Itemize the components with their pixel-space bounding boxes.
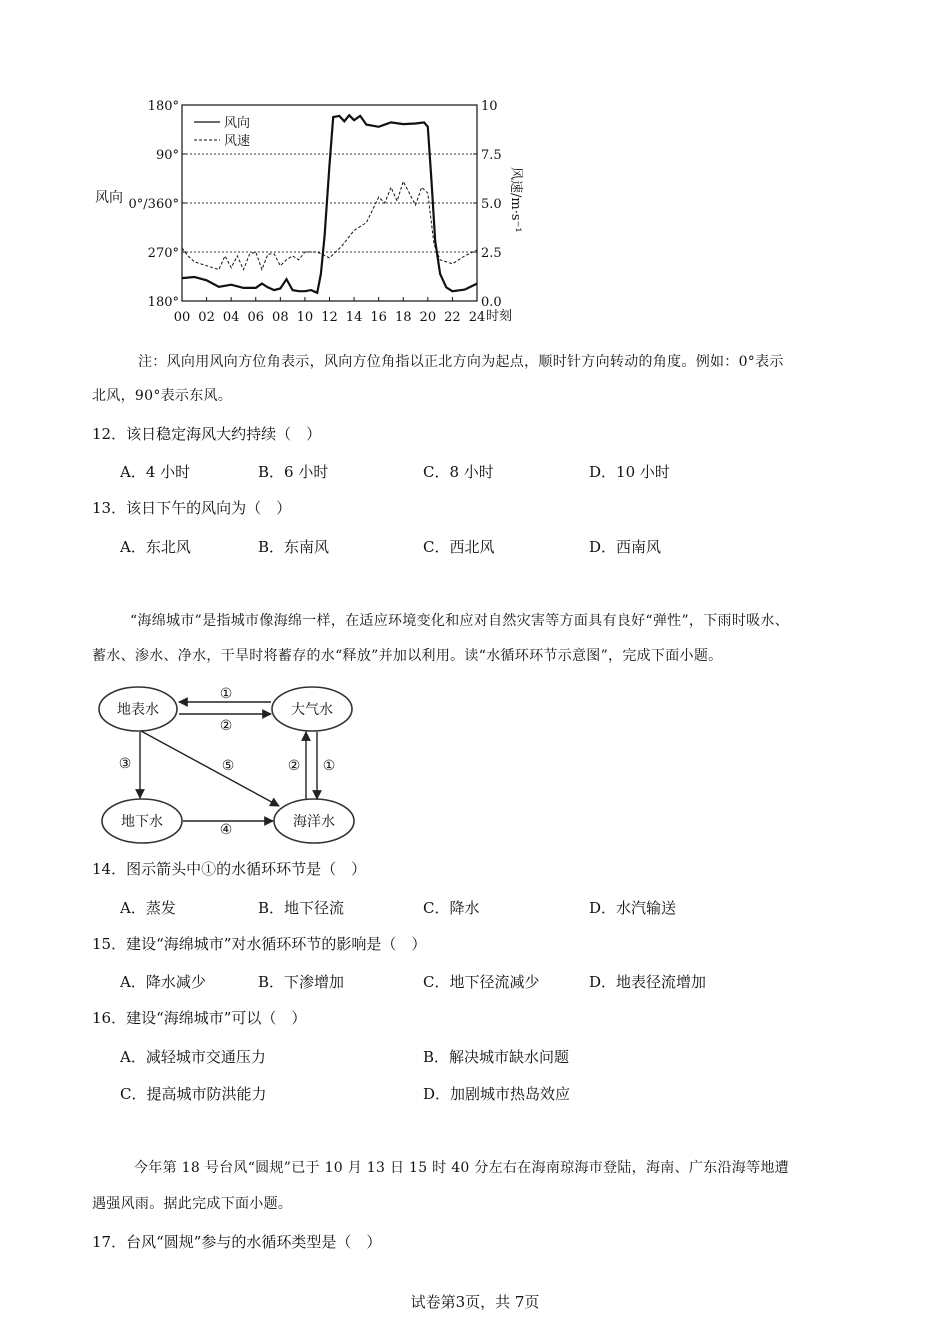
legend-label-direction: 风向 — [224, 116, 251, 131]
right-tick-label: 10 — [481, 99, 498, 114]
right-tick-label: 7.5 — [481, 148, 502, 163]
x-tick-label: 10 — [296, 310, 314, 325]
q12-option-c[interactable]: C．8 小时 — [423, 463, 494, 481]
x-tick-label: 20 — [419, 310, 437, 325]
label-3: ③ — [118, 756, 132, 772]
x-tick-label: 22 — [444, 310, 461, 325]
x-tick-label: 14 — [345, 310, 363, 325]
q15-option-a[interactable]: A．降水减少 — [120, 973, 206, 991]
right-axis-label: 风速/m·s⁻¹ — [508, 167, 523, 233]
q16-option-b[interactable]: B．解决城市缺水问题 — [423, 1048, 570, 1066]
q15-option-d[interactable]: D．地表径流增加 — [589, 973, 707, 991]
right-tick-label: 5.0 — [481, 197, 502, 212]
label-4: ④ — [219, 822, 233, 838]
left-tick-label: 180° — [147, 295, 179, 310]
passage-sponge-city-line-1: “海绵城市”是指城市像海绵一样，在适应环境变化和应对自然灾害等方面具有良好“弹性”，下雨时吸水、 — [130, 613, 790, 629]
node-ocean-water-label: 海洋水 — [293, 814, 335, 830]
passage-typhoon-line-2: 遇强风雨。据此完成下面小题。 — [92, 1196, 293, 1212]
q14-option-d[interactable]: D．水汽输送 — [589, 899, 677, 917]
q15-option-b[interactable]: B．下渗增加 — [258, 973, 345, 991]
legend — [194, 116, 250, 149]
q12-option-b[interactable]: B．6 小时 — [258, 463, 329, 481]
q13-option-a[interactable]: A．东北风 — [120, 538, 191, 556]
passage-typhoon-line-1: 今年第 18 号台风“圆规”已于 10 月 13 日 15 时 40 分左右在海南琼海市登陆，海南、广东沿海等地遭 — [134, 1160, 789, 1176]
x-tick-label: 16 — [370, 310, 387, 325]
x-axis-label: 时刻 — [486, 309, 513, 324]
water-cycle-diagram — [95, 678, 375, 848]
x-tick-label: 04 — [222, 310, 240, 325]
left-tick-label: 0°/360° — [128, 197, 179, 212]
passage-sponge-city-line-2: 蓄水、渗水、净水，干旱时将蓄存的水“释放”并加以利用。读“水循环环节示意图”，完成下面小题。 — [92, 648, 723, 664]
question-17-stem: 17．台风“圆规”参与的水循环类型是（ ） — [92, 1233, 382, 1251]
question-14-stem: 14．图示箭头中①的水循环环节是（ ） — [92, 860, 367, 878]
node-ocean-water — [274, 799, 354, 843]
q13-option-d[interactable]: D．西南风 — [589, 538, 662, 556]
q14-option-b[interactable]: B．地下径流 — [258, 899, 345, 917]
q14-option-c[interactable]: C．降水 — [423, 899, 480, 917]
x-tick-label: 00 — [173, 310, 191, 325]
node-groundwater — [102, 799, 182, 843]
legend-label-speed: 风速 — [224, 134, 251, 149]
label-5: ⑤ — [221, 758, 235, 774]
x-tick-label: 08 — [272, 310, 289, 325]
left-axis-ticks — [129, 99, 186, 310]
q12-option-d[interactable]: D．10 小时 — [589, 463, 670, 481]
q12-option-a[interactable]: A．4 小时 — [120, 463, 191, 481]
x-tick-label: 24 — [468, 310, 486, 325]
left-tick-label: 90° — [155, 148, 179, 163]
label-1-right: ① — [322, 758, 336, 774]
q14-option-a[interactable]: A．蒸发 — [120, 899, 176, 917]
node-surface-water — [99, 687, 177, 731]
question-13-stem: 13．该日下午的风向为（ ） — [92, 499, 292, 517]
q16-option-a[interactable]: A．减轻城市交通压力 — [120, 1048, 266, 1066]
q16-option-c[interactable]: C．提高城市防洪能力 — [120, 1085, 267, 1103]
x-tick-label: 12 — [321, 310, 338, 325]
label-1-top: ① — [219, 686, 233, 702]
x-tick-label: 18 — [394, 310, 412, 325]
left-tick-label: 180° — [147, 99, 179, 114]
right-tick-label: 0.0 — [481, 295, 502, 310]
question-15-stem: 15．建设“海绵城市”对水循环环节的影响是（ ） — [92, 935, 427, 953]
left-axis-label: 风向 — [95, 190, 123, 206]
wind-chart — [85, 92, 525, 332]
x-tick-label: 06 — [247, 310, 265, 325]
question-12-stem: 12．该日稳定海风大约持续（ ） — [92, 425, 322, 443]
question-16-stem: 16．建设“海绵城市”可以（ ） — [92, 1009, 307, 1027]
page-footer: 试卷第3页，共 7页 — [410, 1293, 540, 1311]
note-line-1: 注：风向用风向方位角表示，风向方位角指以正北方向为起点，顺时针方向转动的角度。例如：0°表示 — [138, 354, 784, 370]
node-atmospheric-water-label: 大气水 — [291, 702, 333, 718]
x-tick-label: 02 — [198, 310, 215, 325]
q13-option-c[interactable]: C．西北风 — [423, 538, 495, 556]
right-tick-label: 2.5 — [481, 246, 502, 261]
q15-option-c[interactable]: C．地下径流减少 — [423, 973, 540, 991]
q13-option-b[interactable]: B．东南风 — [258, 538, 330, 556]
q16-option-d[interactable]: D．加剧城市热岛效应 — [423, 1085, 571, 1103]
node-atmospheric-water — [272, 687, 352, 731]
node-groundwater-label: 地下水 — [121, 814, 163, 830]
label-2-top: ② — [219, 718, 233, 734]
note-line-2: 北风，90°表示东风。 — [92, 388, 233, 404]
left-tick-label: 270° — [147, 246, 179, 261]
label-2-right: ② — [287, 758, 301, 774]
node-surface-water-label: 地表水 — [117, 702, 159, 718]
arrow-5 — [141, 731, 279, 806]
